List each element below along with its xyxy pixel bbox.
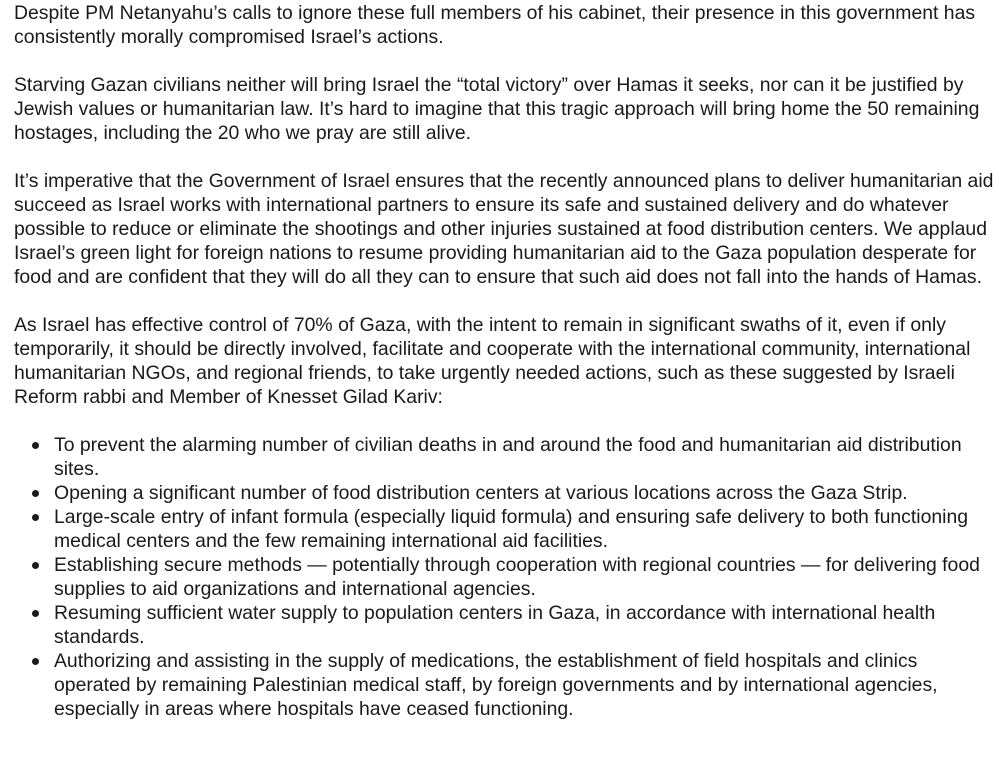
list-item: Large-scale entry of infant formula (especially liquid formula) and ensuring safe delivery to both functioning medical centers and the few remaining international aid facilities. — [14, 505, 994, 553]
list-item: To prevent the alarming number of civilian deaths in and around the food and humanitarian aid distribution sites. — [14, 433, 994, 481]
list-item: Establishing secure methods — potentially through cooperation with regional countries — for delivering food supplies to aid organizations and international agencies. — [14, 553, 994, 601]
document-body — [14, 1, 994, 721]
paragraph-effective-control: As Israel has effective control of 70% of Gaza, with the intent to remain in significant swaths of it, even if only temporarily, it should be directly involved, facilitate and cooperate with the international community, international humanitarian NGOs, and regional friends, to take urgently needed actions, such as these suggested by Israeli Reform rabbi and Member of Knesset Gilad Kariv: — [14, 314, 971, 408]
paragraph-starving-civilians: Starving Gazan civilians neither will bring Israel the “total victory” over Hamas it seeks, nor can it be justified by Jewish values or humanitarian law. It’s hard to imagine that this tragic approach will bring home the 50 remaining hostages, including the 20 who we pray are still alive. — [14, 74, 980, 144]
list-item: Resuming sufficient water supply to population centers in Gaza, in accordance with international health standards. — [14, 601, 994, 649]
list-item: Opening a significant number of food distribution centers at various locations across the Gaza Strip. — [14, 481, 994, 505]
paragraph-cabinet: Despite PM Netanyahu’s calls to ignore these full members of his cabinet, their presence in this government has consistently morally compromised Israel’s actions. — [14, 2, 976, 48]
action-bullet-list — [14, 433, 994, 721]
list-item: Authorizing and assisting in the supply of medications, the establishment of field hospitals and clinics operated by remaining Palestinian medical staff, by foreign governments and by international agencies, especially in areas where hospitals have ceased functioning. — [14, 649, 994, 721]
paragraph-humanitarian-aid: It’s imperative that the Government of Israel ensures that the recently announced plans to deliver humanitarian aid succeed as Israel works with international partners to ensure its safe and sustained delivery and do whatever possible to reduce or eliminate the shootings and other injuries sustained at food distribution centers. We applaud Israel’s green light for foreign nations to resume providing humanitarian aid to the Gaza population desperate for food and are confident that they will do all they can to ensure that such aid does not fall into the hands of Hamas. — [14, 170, 994, 288]
